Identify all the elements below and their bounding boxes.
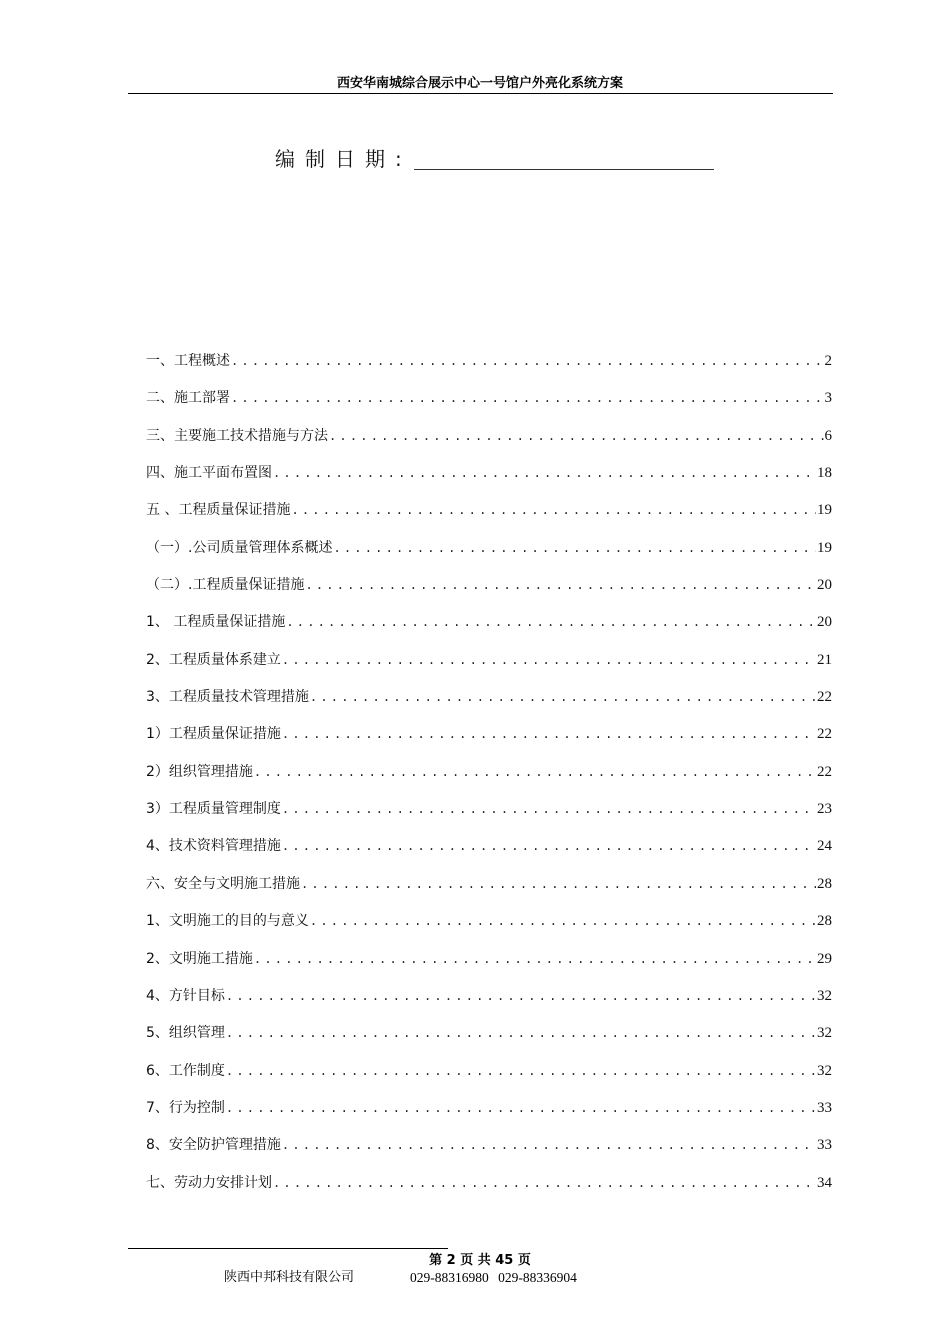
toc-entry-label: 4、技术资料管理措施 xyxy=(146,838,281,855)
toc-entry[interactable] xyxy=(146,685,832,722)
toc-entry-page-number: 19 xyxy=(817,539,832,556)
toc-dot-leader xyxy=(286,610,816,634)
toc-entry[interactable] xyxy=(146,536,832,573)
toc-entry-page-number: 21 xyxy=(817,651,832,668)
toc-entry-page-number: 32 xyxy=(817,1062,832,1079)
toc-entry-label: 1）工程质量保证措施 xyxy=(146,726,281,743)
footer-page-number: 第 2 页 共 45 页 xyxy=(429,1253,531,1268)
toc-dot-leader xyxy=(226,984,816,1008)
footer-phone-numbers: 029-88316980 029-88336904 xyxy=(410,1270,577,1285)
toc-entry-page-number: 32 xyxy=(817,1025,832,1042)
toc-dot-leader xyxy=(254,760,816,784)
toc-entry-label: 3、工程质量技术管理措施 xyxy=(146,689,309,706)
toc-entry[interactable] xyxy=(146,722,832,759)
toc-dot-leader xyxy=(305,573,816,597)
toc-entry-page-number: 20 xyxy=(817,577,832,594)
toc-dot-leader xyxy=(282,797,816,821)
toc-entry-label: 7、行为控制 xyxy=(146,1099,225,1116)
toc-entry-label: 8、安全防护管理措施 xyxy=(146,1137,281,1154)
toc-entry[interactable] xyxy=(146,947,832,984)
toc-entry[interactable] xyxy=(146,872,832,909)
compile-date-row xyxy=(275,146,714,172)
toc-entry[interactable] xyxy=(146,909,832,946)
toc-entry[interactable] xyxy=(146,797,832,834)
toc-dot-leader xyxy=(282,722,816,746)
toc-entry-label: 1、 工程质量保证措施 xyxy=(146,614,286,631)
toc-entry-label: 四、施工平面布置图 xyxy=(146,465,272,482)
toc-entry-label: 二、施工部署 xyxy=(146,390,230,407)
toc-dot-leader xyxy=(282,648,816,672)
toc-entry-label: 2、文明施工措施 xyxy=(146,950,253,967)
toc-entry[interactable] xyxy=(146,1133,832,1170)
toc-entry[interactable] xyxy=(146,498,832,535)
toc-entry[interactable] xyxy=(146,573,832,610)
toc-entry[interactable] xyxy=(146,1021,832,1058)
toc-entry-label: 2、工程质量体系建立 xyxy=(146,651,281,668)
toc-entry-label: （一）.公司质量管理体系概述 xyxy=(146,539,333,556)
toc-entry-page-number: 22 xyxy=(817,726,832,743)
toc-dot-leader xyxy=(273,1171,816,1195)
document-header-title: 西安华南城综合展示中心一号馆户外亮化系统方案 xyxy=(336,76,623,91)
toc-dot-leader xyxy=(231,386,824,410)
toc-entry[interactable] xyxy=(146,461,832,498)
table-of-contents xyxy=(146,349,832,1208)
toc-entry[interactable] xyxy=(146,349,832,386)
toc-entry-page-number: 22 xyxy=(817,689,832,706)
toc-dot-leader xyxy=(291,498,816,522)
toc-entry-label: 4、方针目标 xyxy=(146,987,225,1004)
toc-dot-leader xyxy=(254,947,816,971)
toc-entry-page-number: 6 xyxy=(824,427,832,444)
toc-dot-leader xyxy=(301,872,816,896)
toc-entry-label: 5、组织管理 xyxy=(146,1025,225,1042)
toc-dot-leader xyxy=(310,685,816,709)
toc-entry[interactable] xyxy=(146,610,832,647)
toc-entry[interactable] xyxy=(146,386,832,423)
toc-entry[interactable] xyxy=(146,760,832,797)
toc-entry-page-number: 22 xyxy=(817,763,832,780)
toc-entry-label: 1、文明施工的目的与意义 xyxy=(146,913,309,930)
toc-entry-page-number: 29 xyxy=(817,950,832,967)
footer-company-name: 陕西中邦科技有限公司 xyxy=(224,1270,355,1285)
header-divider xyxy=(128,93,833,94)
toc-entry-page-number: 33 xyxy=(817,1137,832,1154)
toc-entry[interactable] xyxy=(146,1171,832,1208)
toc-entry-page-number: 34 xyxy=(817,1174,832,1191)
toc-entry-label: 五 、工程质量保证措施 xyxy=(146,502,291,519)
toc-entry-label: 三、主要施工技术措施与方法 xyxy=(146,427,328,444)
toc-dot-leader xyxy=(231,349,824,373)
compile-date-blank-line xyxy=(414,147,714,170)
toc-entry[interactable] xyxy=(146,984,832,1021)
toc-entry-label: 六、安全与文明施工措施 xyxy=(146,875,300,892)
toc-entry-page-number: 19 xyxy=(817,502,832,519)
toc-entry-label: 2）组织管理措施 xyxy=(146,763,253,780)
toc-dot-leader xyxy=(329,424,824,448)
toc-entry-page-number: 18 xyxy=(817,465,832,482)
toc-dot-leader xyxy=(226,1096,816,1120)
toc-entry[interactable] xyxy=(146,834,832,871)
toc-entry[interactable] xyxy=(146,1096,832,1133)
compile-date-label: 编制日期: xyxy=(275,147,412,171)
toc-entry-page-number: 32 xyxy=(817,987,832,1004)
toc-entry[interactable] xyxy=(146,424,832,461)
toc-entry-page-number: 28 xyxy=(817,913,832,930)
toc-dot-leader xyxy=(273,461,816,485)
footer-divider xyxy=(128,1248,448,1249)
toc-entry-page-number: 3 xyxy=(824,390,832,407)
toc-entry-page-number: 20 xyxy=(817,614,832,631)
toc-entry-page-number: 23 xyxy=(817,801,832,818)
toc-dot-leader xyxy=(310,909,816,933)
toc-dot-leader xyxy=(226,1059,816,1083)
toc-entry-label: 一、工程概述 xyxy=(146,353,230,369)
toc-dot-leader xyxy=(333,536,816,560)
toc-entry-page-number: 28 xyxy=(817,875,832,892)
toc-entry[interactable] xyxy=(146,648,832,685)
toc-entry-label: 6、工作制度 xyxy=(146,1062,225,1079)
toc-entry-label: 3）工程质量管理制度 xyxy=(146,801,281,818)
toc-dot-leader xyxy=(282,1133,816,1157)
toc-entry-page-number: 33 xyxy=(817,1099,832,1116)
toc-dot-leader xyxy=(226,1021,816,1045)
toc-entry-page-number: 24 xyxy=(817,838,832,855)
toc-entry-label: （二）.工程质量保证措施 xyxy=(146,577,305,594)
toc-entry-page-number: 2 xyxy=(824,353,832,369)
toc-dot-leader xyxy=(282,834,816,858)
toc-entry-label: 七、劳动力安排计划 xyxy=(146,1174,272,1191)
toc-entry[interactable] xyxy=(146,1059,832,1096)
